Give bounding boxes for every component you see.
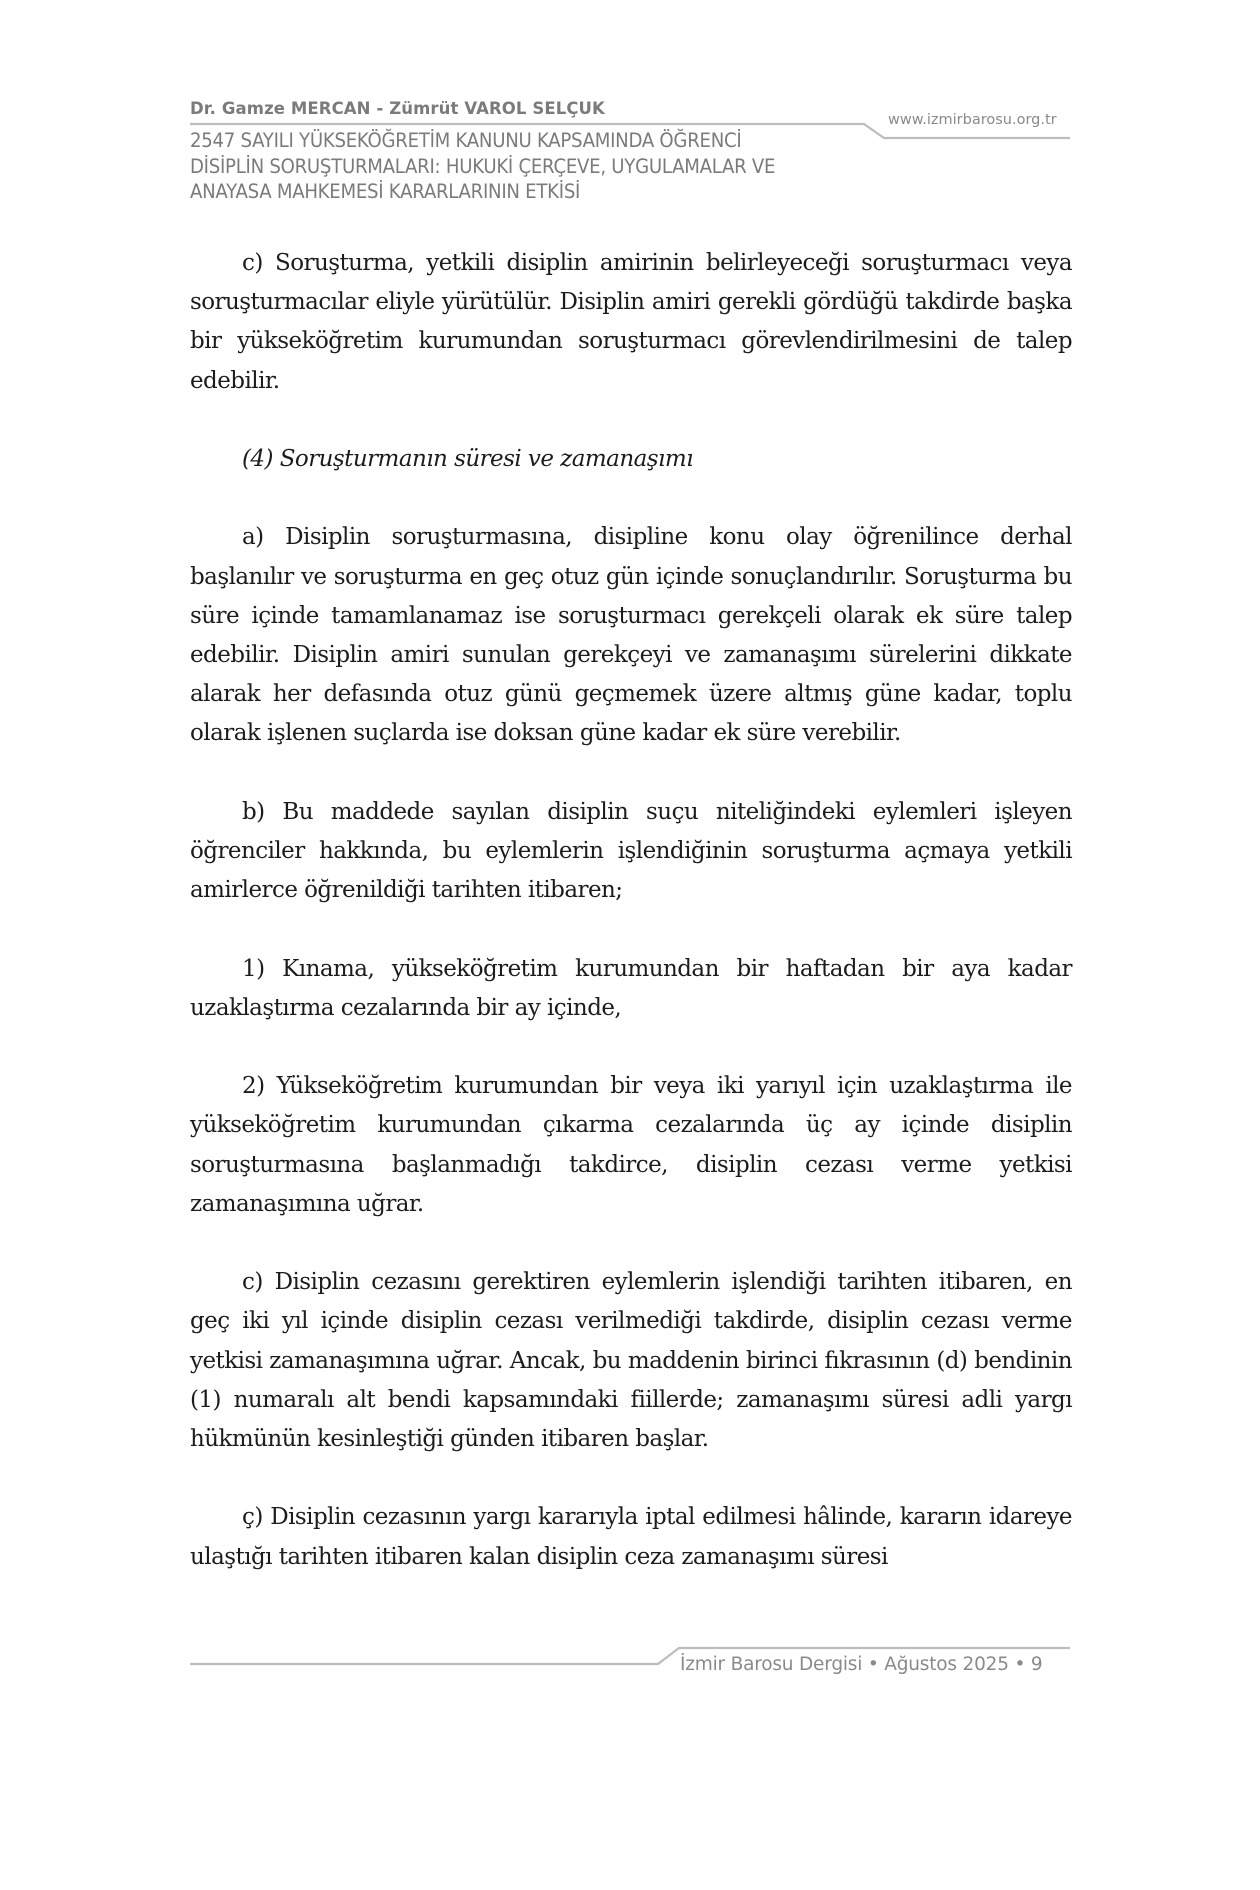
paragraph-c-penalty-limitation: c) Disiplin cezasını gerektiren eylemlerin işlendiği tarihten itibaren, en geç iki yıl içinde disiplin cezası verilmediği takdirde, disiplin cezası verme yetkisi zamanaşımına uğrar. Ancak, bu maddenin birinci fıkrasının (d) bendinin (1) numaralı alt bendi kapsamındaki fiillerde; zamanaşımı süresi adli yargı hükmünün kesinleştiği günden itibaren başlar. [190,1269,1072,1452]
header-website-link[interactable]: www.izmirbarosu.org.tr [888,112,1057,128]
body-text [190,244,1072,1577]
header-title-line: ANAYASA MAHKEMESİ KARARLARININ ETKİSİ [190,180,581,203]
header-authors: Dr. Gamze MERCAN - Zümrüt VAROL SELÇUK [190,99,605,118]
paragraph-c-investigator: c) Soruşturma, yetkili disiplin amirinin belirleyeceği soruşturmacı veya soruşturmacılar eliyle yürütülür. Disiplin amiri gerekli gördüğü takdirde başka bir yükseköğretim kurumundan soruşturmacı görevlendirilmesini de talep edebilir. [190,250,1072,394]
header-title-line: 2547 SAYILI YÜKSEKÖĞRETİM KANUNU KAPSAMINDA ÖĞRENCİ [190,129,742,152]
section-heading: (4) Soruşturmanın süresi ve zamanaşımı [242,446,693,472]
header-title-line: DİSİPLİN SORUŞTURMALARI: HUKUKİ ÇERÇEVE, UYGULAMALAR VE [190,154,776,178]
paragraph-item-2: 2) Yükseköğretim kurumundan bir veya iki yarıyıl için uzaklaştırma ile yükseköğretim kurumundan çıkarma cezalarında üç ay içinde disiplin soruşturmasına başlanmadığı takdirce, disiplin cezası verme yetkisi zamanaşımına uğrar. [190,1073,1072,1217]
header-article-title [190,128,841,205]
paragraph-c-cedilla-annulment: ç) Disiplin cezasının yargı kararıyla iptal edilmesi hâlinde, kararın idareye ulaştığı tarihten itibaren kalan disiplin ceza zamanaşımı süresi [190,1504,1072,1570]
paragraph-item-1: 1) Kınama, yükseköğretim kurumundan bir haftadan bir aya kadar uzaklaştırma cezalarında bir ay içinde, [190,955,1072,1021]
paragraph-a-duration: a) Disiplin soruşturmasına, disipline konu olay öğrenilince derhal başlanılır ve soruşturma en geç otuz gün içinde sonuçlandırılır. Soruşturma bu süre içinde tamamlanamaz ise soruşturmacı gerekçeli olarak ek süre talep edebilir. Disiplin amiri sunulan gerekçeyi ve zamanaşımı sürelerini dikkate alarak her defasında otuz günü geçmemek üzere altmış güne kadar, toplu olarak işlenen suçlarda ise doksan güne kadar ek süre verebilir. [190,524,1072,747]
paragraph-b-limitation: b) Bu maddede sayılan disiplin suçu niteliğindeki eylemleri işleyen öğrenciler hakkında, bu eylemlerin işlendiğinin soruşturma açmaya yetkili amirlerce öğrenildiği tarihten itibaren; [190,798,1072,904]
footer-journal-info: İzmir Barosu Dergisi • Ağustos 2025 • 9 [680,1654,1043,1675]
